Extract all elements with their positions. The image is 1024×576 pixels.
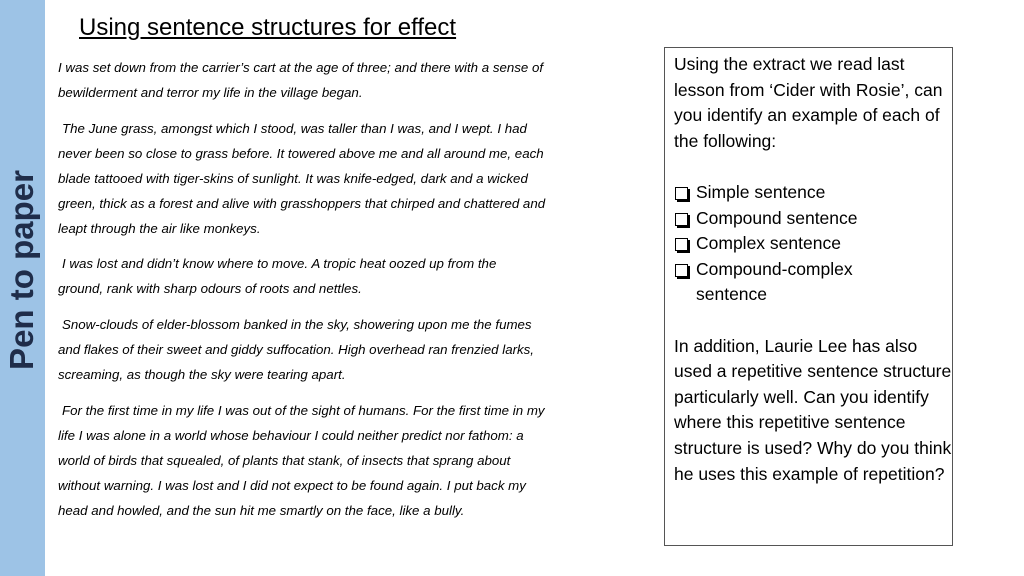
extract-line: ground, rank with sharp odours of roots and nettles. [58, 281, 362, 296]
extract-line: world of birds that squealed, of plants that stank, of insects that sprang about [58, 453, 511, 468]
checkbox-icon [675, 238, 688, 251]
extract-line: I was lost and didn’t know where to move. A tropic heat oozed up from the [62, 256, 497, 271]
extract-line: and flakes of their sweet and giddy suffocation. High overhead ran frenzied larks, [58, 342, 535, 357]
extract-line: without warning. I was lost and I did not expect to be found again. I put back my [58, 478, 526, 493]
extract-line: For the first time in my life I was out of the sight of humans. For the first time in my [62, 403, 545, 418]
checklist-item: Complex sentence [674, 231, 954, 257]
checkbox-icon [675, 213, 688, 226]
sidebar-band [0, 0, 45, 576]
extract-line: green, thick as a forest and alive with grasshoppers that chirped and chattered and [58, 196, 546, 211]
extract-line: blade tattooed with tiger-skins of sunlight. It was knife-edged, dark and a wicked [58, 171, 528, 186]
extract-line: life I was alone in a world whose behaviour I could neither predict nor fathom: a [58, 428, 524, 443]
checkbox-icon [675, 187, 688, 200]
checklist-item: Compound sentence [674, 206, 954, 232]
sidebar-label: Pen to paper [3, 170, 40, 370]
extract-line: The June grass, amongst which I stood, was taller than I was, and I wept. I had [62, 121, 527, 136]
extract-line: Snow-clouds of elder-blossom banked in the sky, showering upon me the fumes [62, 317, 532, 332]
task-box [664, 47, 953, 546]
task-followup: In addition, Laurie Lee has also used a repetitive sentence structure particularly well. Can you identify where this repetitive sentence structure is used? Why do you think he uses this example of repetition? [674, 335, 952, 484]
checklist-item: Simple sentence [674, 180, 954, 206]
extract-line: leapt through the air like monkeys. [58, 221, 261, 236]
extract-line: screaming, as though the sky were tearing apart. [58, 367, 346, 382]
checklist-item: Compound-complex sentence [674, 257, 954, 308]
page-title: Using sentence structures for effect [79, 14, 457, 41]
extract-line: head and howled, and the sun hit me smartly on the face, like a bully. [58, 503, 465, 518]
extract-line: I was set down from the carrier’s cart at the age of three; and there with a sense of [58, 60, 544, 75]
checkbox-icon [675, 264, 688, 277]
extract-line: bewilderment and terror my life in the village began. [58, 85, 363, 100]
task-intro: Using the extract we read last lesson from ‘Cider with Rosie’, can you identify an example of each of the following: [674, 54, 943, 151]
extract-line: never been so close to grass before. It towered above me and all around me, each [58, 146, 544, 161]
